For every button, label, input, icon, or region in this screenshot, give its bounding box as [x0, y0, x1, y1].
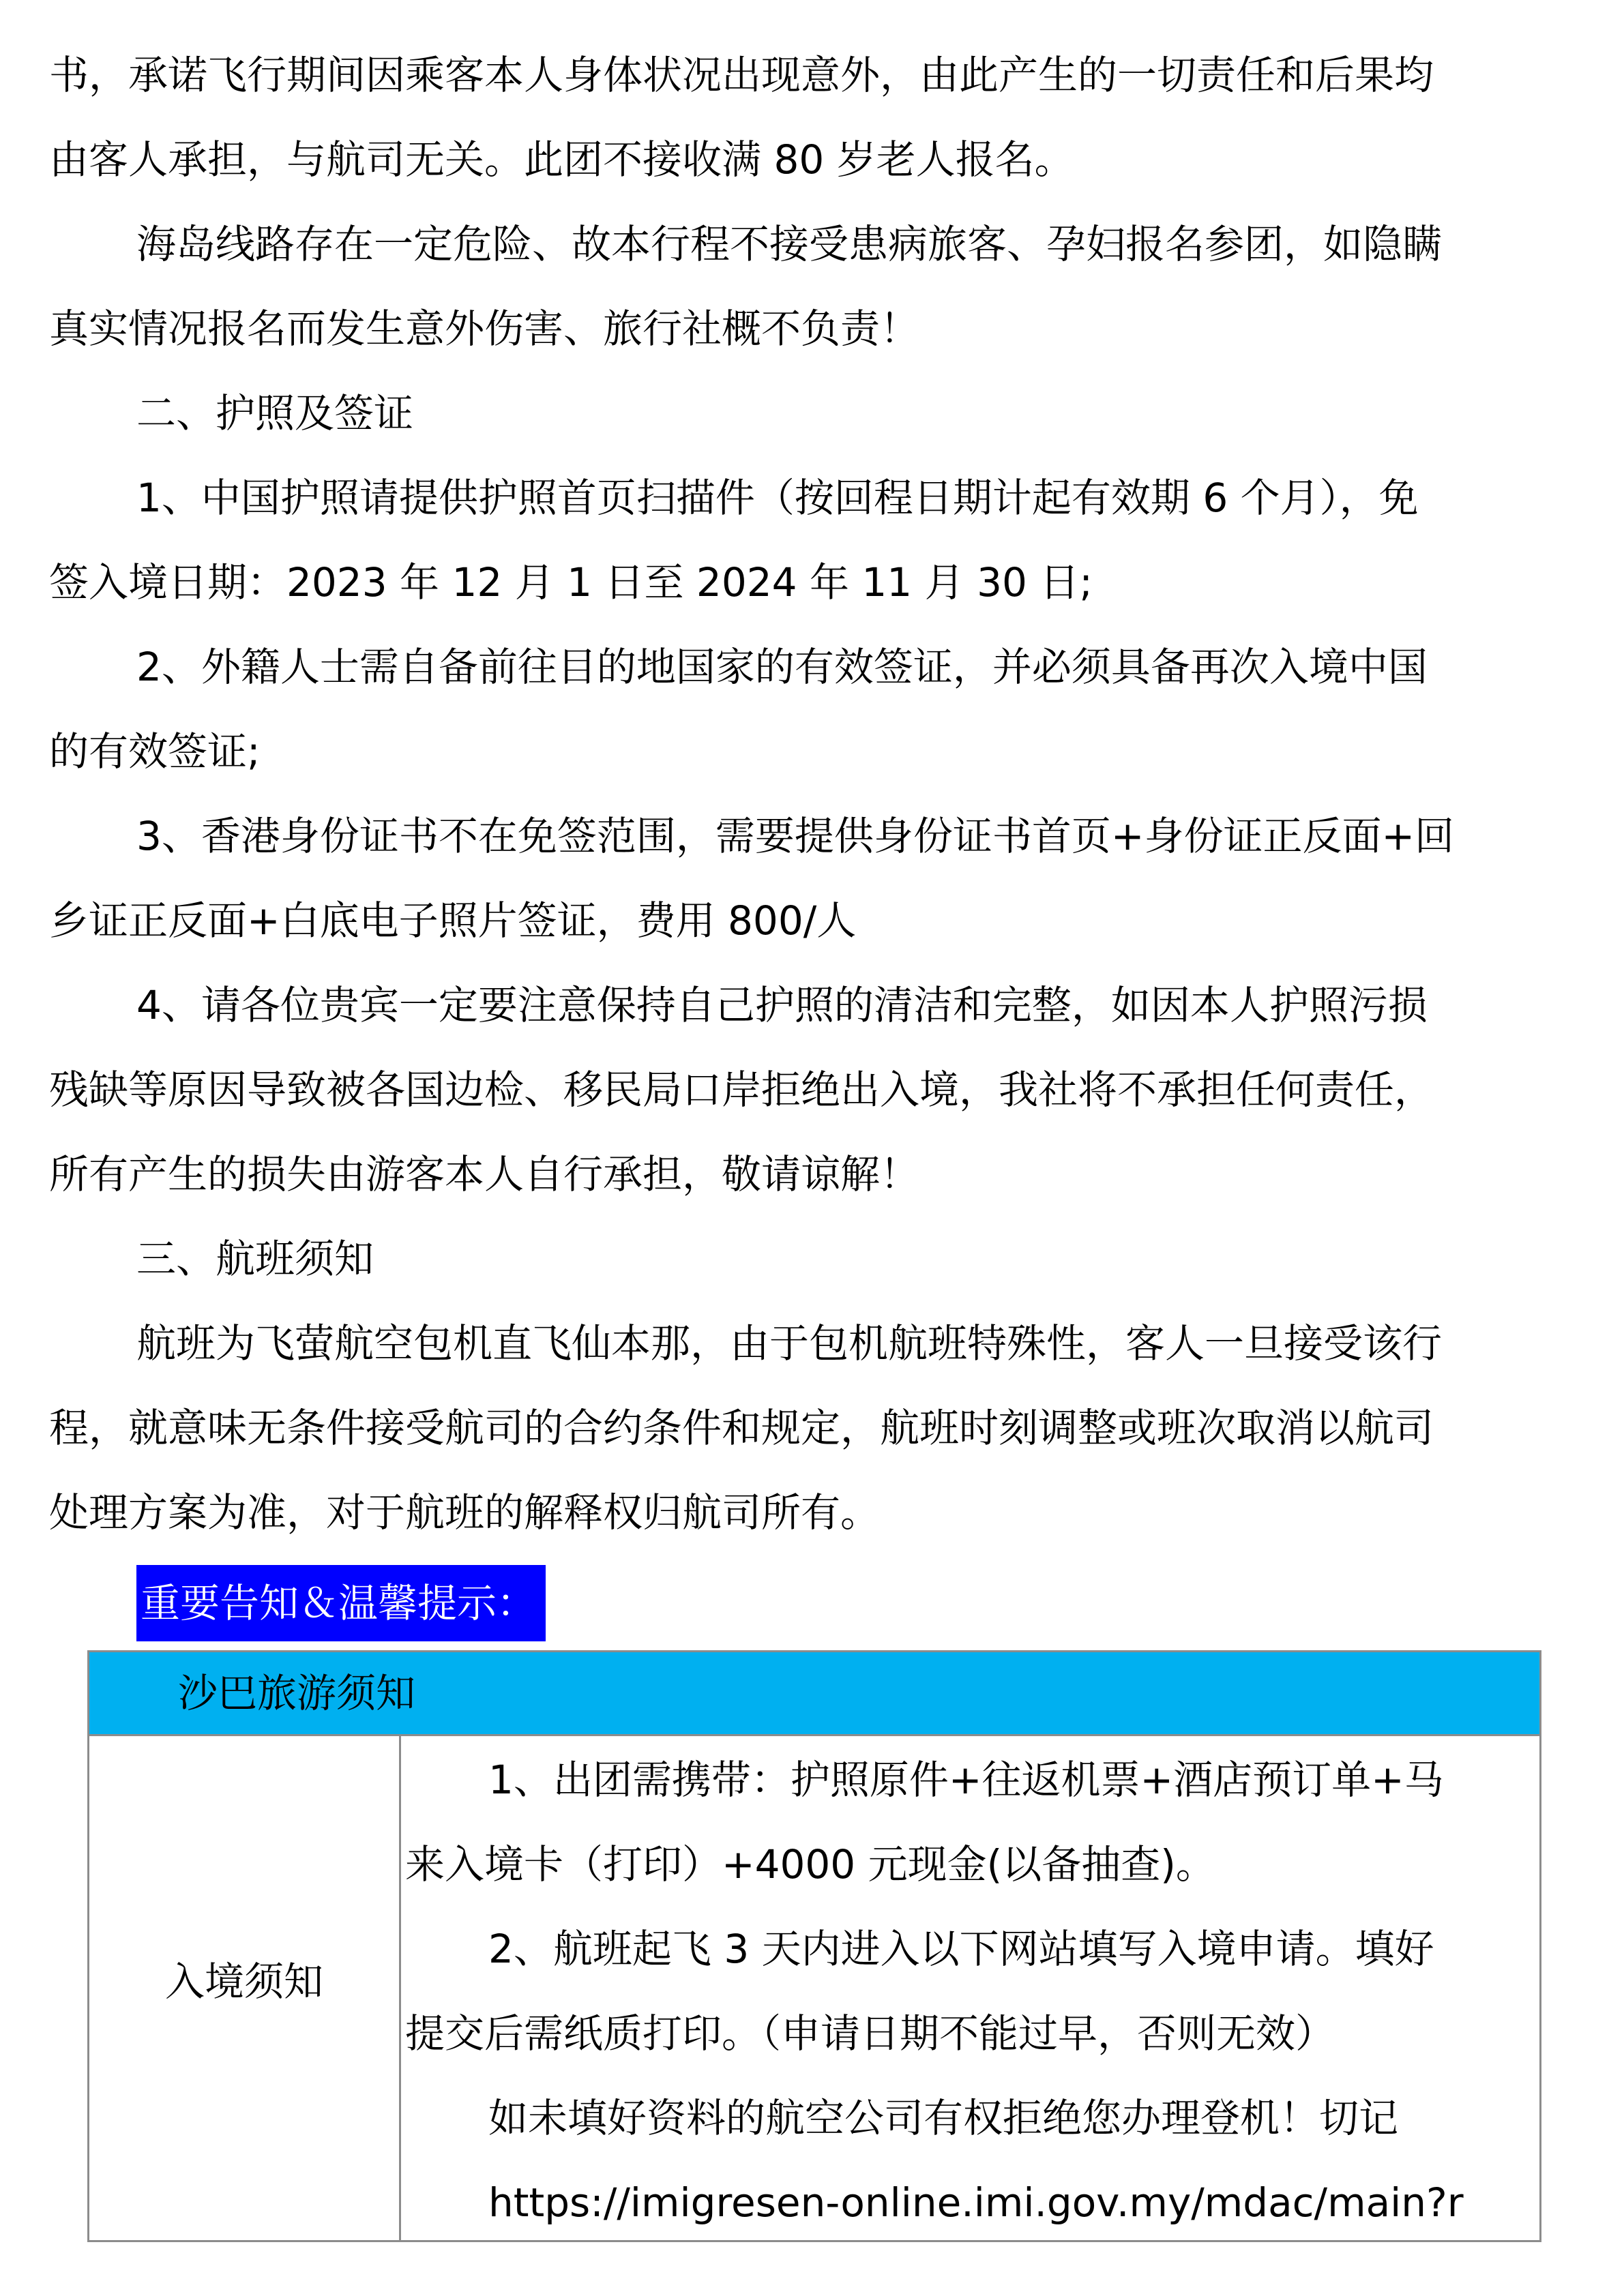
text-line: 处理方案为准，对于航班的解释权归航司所有。 [49, 1489, 881, 1536]
text-line: 所有产生的损失由游客本人自行承担，敬请谅解！ [49, 1151, 920, 1197]
paragraph-item-4 [49, 963, 1584, 1217]
table-content-line: 提交后需纸质打印。（申请日期不能过早，否则无效） [405, 2010, 1335, 2057]
text-line: 程，就意味无条件接受航司的合约条件和规定，航班时刻调整或班次取消以航司 [49, 1405, 1434, 1451]
mdac-url-link[interactable]: https://imigresen-online.imi.gov.my/mdac/main?r [488, 2179, 1464, 2226]
text-line: 2、外籍人士需自备前往目的地国家的有效签证，并必须具备再次入境中国 [136, 644, 1428, 690]
text-line: 签入境日期：2023 年 12 月 1 日至 2024 年 11 月 30 日; [49, 559, 1093, 606]
text-line: 海岛线路存在一定危险、故本行程不接受患病旅客、孕妇报名参团，如隐瞒 [136, 221, 1443, 267]
text-line: 航班为飞萤航空包机直飞仙本那，由于包机航班特殊性，客人一旦接受该行 [136, 1320, 1443, 1367]
important-notice-heading: 重要告知＆温馨提示： [136, 1565, 546, 1641]
text-line: 乡证正反面+白底电子照片签证，费用 800/人 [49, 897, 857, 944]
table-content-line: 如未填好资料的航空公司有权拒绝您办理登机！切记 [488, 2095, 1399, 2141]
text-line: 1、中国护照请提供护照首页扫描件（按回程日期计起有效期 6 个月），免 [136, 475, 1419, 521]
text-line: 的有效签证; [49, 728, 261, 775]
paragraph-item-2 [49, 625, 1584, 794]
sabah-notice-table [87, 1650, 1541, 2242]
table-content-line: 1、出团需携带：护照原件+往返机票+酒店预订单+马 [488, 1757, 1444, 1803]
paragraph-flight-charter [49, 1301, 1584, 1555]
section-heading-flight-notice [49, 1217, 1584, 1301]
text-line: 书，承诺飞行期间因乘客本人身体状况出现意外，由此产生的一切责任和后果均 [49, 52, 1434, 98]
text-line: 3、香港身份证书不在免签范围，需要提供身份证书首页+身份证正反面+回 [136, 813, 1455, 859]
paragraph-island-risk [49, 202, 1584, 371]
section-heading-passport-visa [49, 371, 1584, 456]
text-line: 三、航班须知 [136, 1236, 374, 1282]
table-header: 沙巴旅游须知 [89, 1652, 1539, 1736]
text-line: 残缺等原因导致被各国边检、移民局口岸拒绝出入境，我社将不承担任何责任， [49, 1067, 1434, 1113]
text-line: 4、请各位贵宾一定要注意保持自己护照的清洁和完整，如因本人护照污损 [136, 982, 1428, 1028]
paragraph-item-3 [49, 794, 1584, 963]
text-line: 二、护照及签证 [136, 390, 414, 436]
table-content-line: 2、航班起飞 3 天内进入以下网站填写入境申请。填好 [488, 1926, 1434, 1972]
table-content-line: 来入境卡（打印）+4000 元现金(以备抽查)。 [405, 1841, 1215, 1888]
paragraph-liability-continued [49, 33, 1584, 202]
text-line: 真实情况报名而发生意外伤害、旅行社概不负责！ [49, 305, 920, 352]
entry-notice-label: 入境须知 [164, 1958, 323, 2005]
table-content-cell [401, 1736, 1539, 2241]
text-line: 由客人承担，与航司无关。此团不接收满 80 岁老人报名。 [49, 136, 1074, 183]
table-label-cell [89, 1736, 401, 2240]
paragraph-item-1 [49, 456, 1584, 625]
